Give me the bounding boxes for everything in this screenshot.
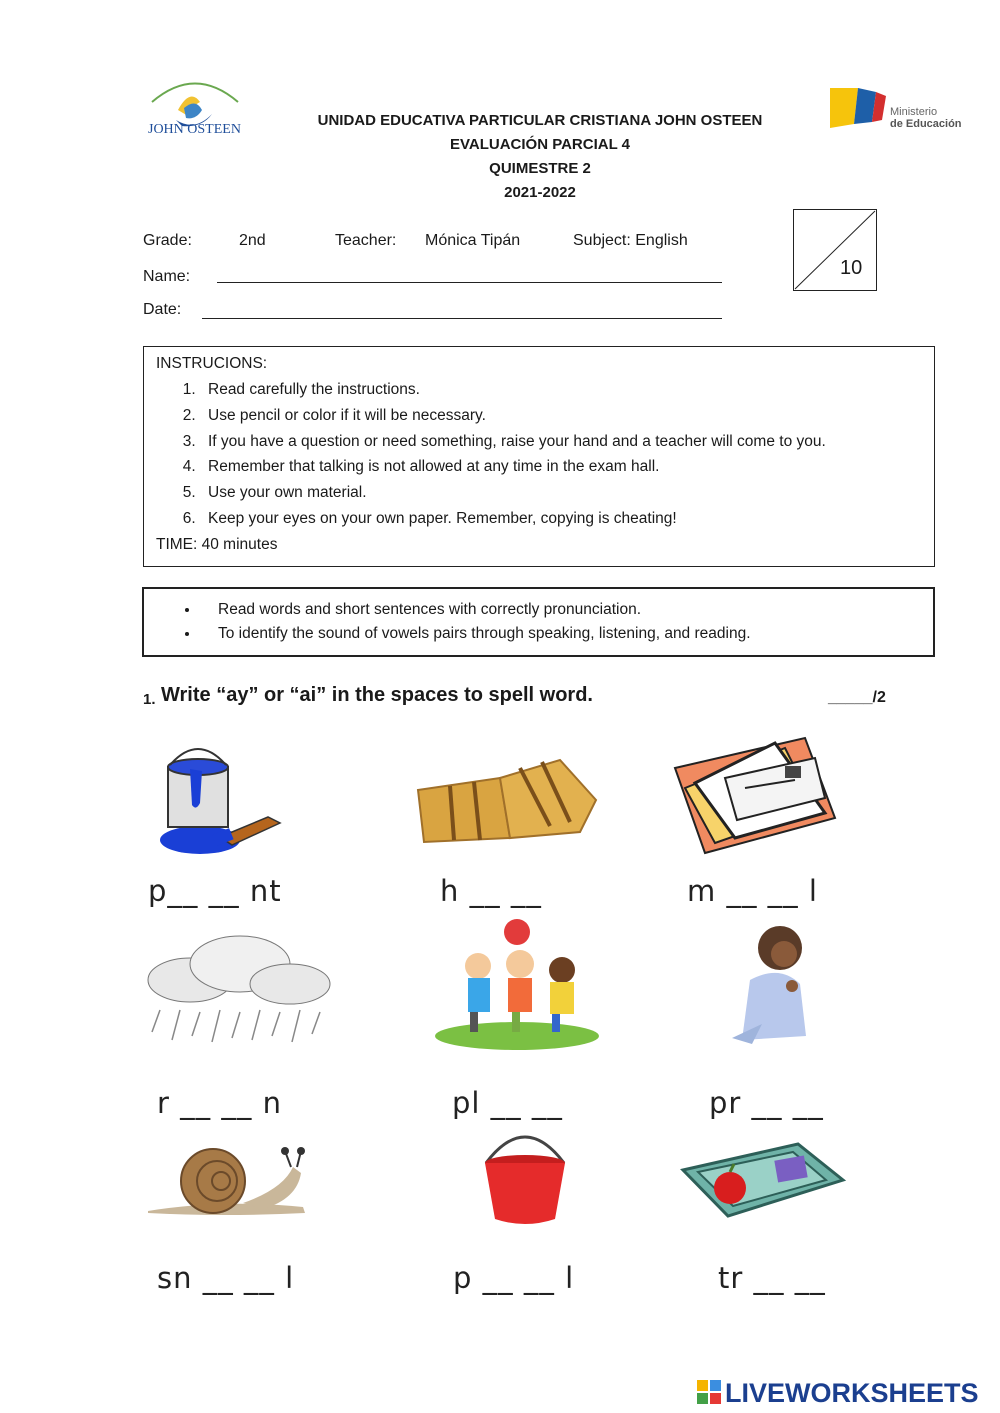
paint-can-icon	[150, 745, 300, 865]
name-label: Name:	[143, 268, 191, 285]
word-paint[interactable]: p__ __ nt	[148, 874, 282, 908]
word-hay[interactable]: h __ __	[440, 874, 542, 908]
objectives-box	[142, 587, 935, 657]
lunch-tray-icon	[678, 1140, 848, 1235]
instruction-item: 1. Read carefully the instructions.	[200, 377, 940, 403]
question-number: 1.	[143, 691, 156, 708]
pail-icon	[480, 1133, 570, 1228]
school-logo-icon	[140, 70, 250, 150]
subject-label: Subject: English	[573, 232, 688, 249]
instruction-item: 3. If you have a question or need something, raise your hand and a teacher will come to you.	[200, 429, 940, 455]
grade-label: Grade:	[143, 232, 192, 249]
date-field[interactable]	[202, 318, 722, 319]
date-label: Date:	[143, 301, 182, 318]
ministry-logo	[828, 84, 968, 134]
word-play[interactable]: pl __ __	[452, 1086, 563, 1120]
school-name: UNIDAD EDUCATIVA PARTICULAR CRISTIANA JOHN OSTEEN	[317, 112, 763, 129]
school-logo	[140, 70, 250, 150]
instructions-list	[154, 377, 940, 532]
question-text: Write “ay” or “ai” in the spaces to spell word.	[161, 684, 593, 706]
evaluation-title: EVALUACIÓN PARCIAL 4	[449, 136, 630, 153]
word-rain[interactable]: r __ __ n	[157, 1086, 282, 1120]
word-pray[interactable]: pr __ __	[709, 1086, 824, 1120]
word-pail[interactable]: p __ __ l	[453, 1261, 575, 1295]
instruction-item: 5. Use your own material.	[200, 480, 940, 506]
children-playing-icon	[432, 918, 602, 1053]
instructions-box	[143, 346, 935, 567]
name-field[interactable]	[217, 282, 722, 283]
instructions-title: INSTRUCIONS:	[156, 355, 268, 372]
score-total: 10	[840, 257, 863, 279]
instruction-item: 2. Use pencil or color if it will be necessary.	[200, 403, 940, 429]
word-snail[interactable]: sn __ __ l	[157, 1261, 295, 1295]
hay-bales-icon	[410, 750, 610, 860]
ministry-text-1: Ministerio	[890, 106, 938, 118]
instruction-item: 4. Remember that talking is not allowed at any time in the exam hall.	[200, 454, 940, 480]
term-title: QUIMESTRE 2	[489, 160, 591, 177]
rain-cloud-icon	[140, 932, 335, 1052]
word-tray[interactable]: tr __ __	[718, 1261, 826, 1295]
score-box	[793, 209, 877, 291]
school-year: 2021-2022	[504, 184, 576, 201]
objective-item: • To identify the sound of vowels pairs through speaking, listening, and reading.	[200, 622, 933, 646]
question-score: _____/2	[828, 689, 886, 706]
ministry-flag-icon	[828, 84, 890, 130]
instructions-time: TIME: 40 minutes	[156, 536, 278, 553]
liveworksheets-grid-icon	[697, 1380, 723, 1406]
snail-icon	[143, 1143, 313, 1223]
objective-item: • Read words and short sentences with correctly pronunciation.	[200, 598, 933, 622]
ministry-text-2: de Educación	[890, 118, 962, 130]
score-slash-icon	[794, 210, 876, 290]
mail-letters-icon	[665, 728, 845, 868]
objectives-list	[144, 598, 933, 646]
grade-value: 2nd	[239, 232, 266, 249]
teacher-label: Teacher:	[335, 232, 397, 249]
teacher-value: Mónica Tipán	[425, 232, 521, 249]
word-mail[interactable]: m __ __ l	[687, 874, 818, 908]
praying-child-icon	[722, 920, 832, 1050]
liveworksheets-text: LIVEWORKSHEETS	[725, 1378, 979, 1408]
instruction-item: 6. Keep your eyes on your own paper. Remember, copying is cheating!	[200, 506, 940, 532]
school-logo-text: JOHN OSTEEN	[148, 122, 241, 137]
